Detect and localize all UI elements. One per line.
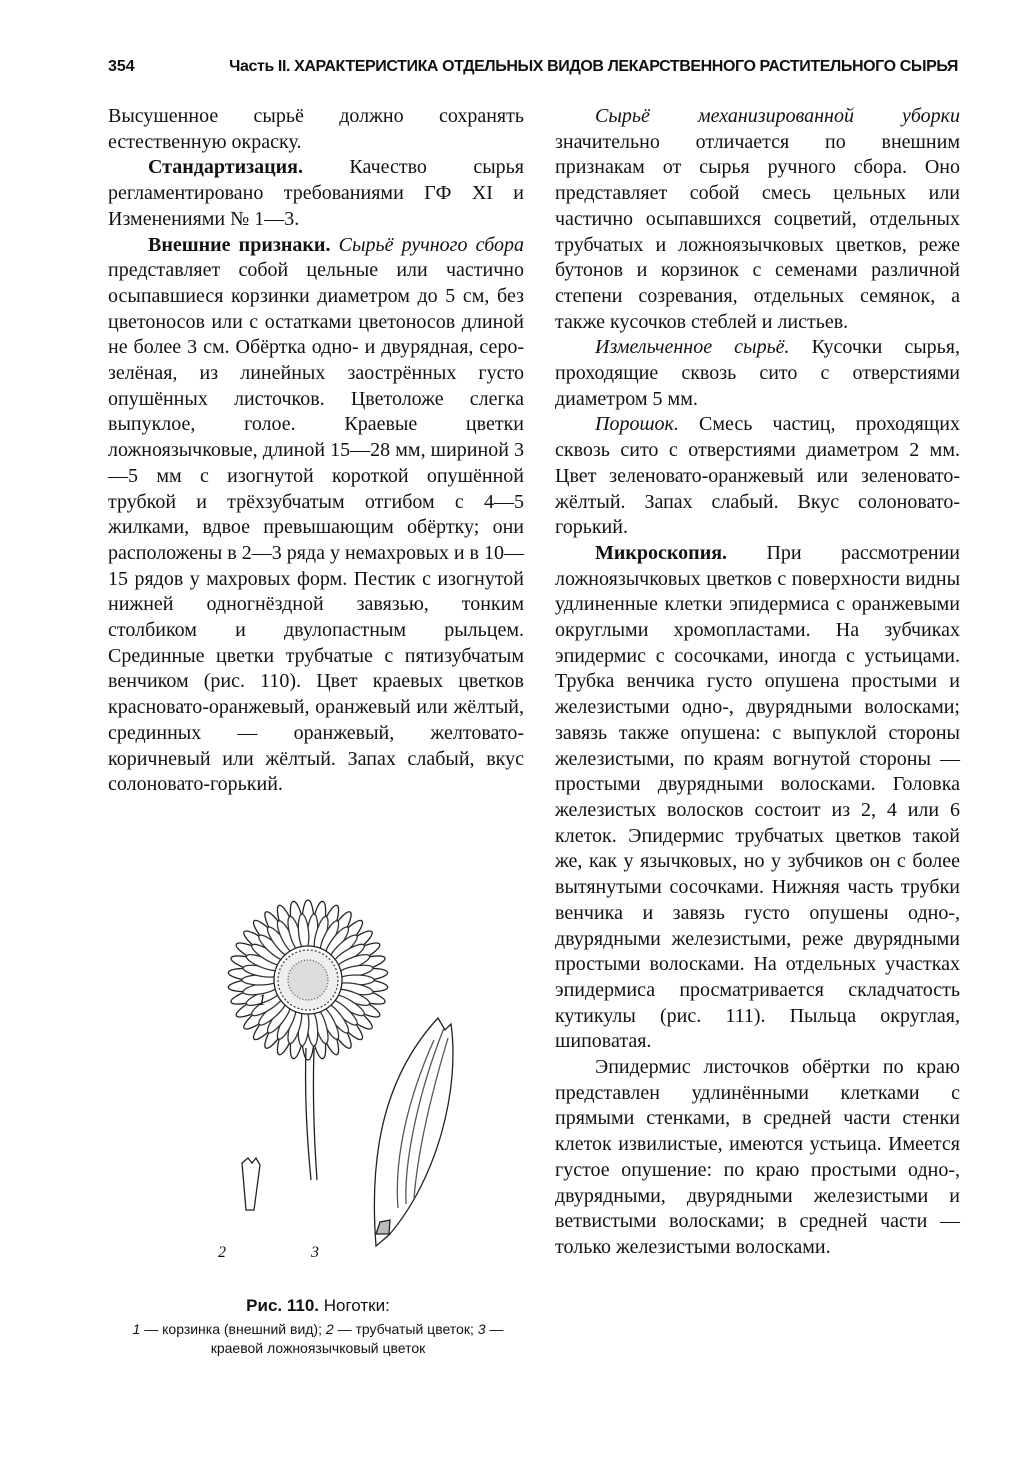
flower-head-drawing [228,900,388,1180]
caption-title: Рис. 110. Ноготки: [246,1296,390,1315]
paragraph: Высушенное сырьё должно сохранять естественную окраску. [108,105,524,153]
left-column [108,104,524,798]
paragraph-standardization: Стандартизация. Качество сырья регламентировано требованиями ГФ XI и Изменениями № 1—3. [108,156,524,230]
figure-caption [108,1296,528,1358]
paragraph-microscopy: Микроскопия. При рассмотрении ложноязычковых цветков с поверхности видны удлиненные клетки эпидермиса с оранжевыми округлыми хромопластами. На зубчиках эпидермис с сосочками, иногда с устьицами. Трубка венчика густо опушена простыми и железистыми одно-, двурядными волосками; завязь также опушена: с выпуклой стороны железистыми, по краям вогнутой стороны — простыми двурядными волосками. Головка железистых волосков состоит из 2, 4 или 6 клеток. Эпидермис трубчатых цветков такой же, как у язычковых, но у зубчиков он с более вытянутыми сосочками. Нижняя часть трубки венчика и завязь густо опушены одно-, двурядными железистыми, реже двурядными простыми волосками. На отдельных участках эпидермиса просматривается складчатость кутикулы (рис. 111). Пыльца округлая, шиповатая. [555,541,960,1053]
figure-label-1: 1 [258,992,266,1009]
calendula-illustration [108,880,528,1250]
ray-flower-drawing [374,1018,453,1246]
paragraph-crushed: Измельченное сырьё. Кусочки сырья, проходящие сквозь сито с отверстиями диаметром 5 мм. [555,336,960,410]
paragraph-epidermis: Эпидермис листочков обёртки по краю представлен удлинёнными клетками с прямыми стенками, в средней части стенки клеток извилистые, имеются устьица. Имеется густое опушение: по краю простыми одно-, двурядными, двурядными железистыми и ветвистыми волосками; в средней части — только железистыми волосками. [555,1056,960,1258]
tubular-flower-drawing [242,1158,260,1210]
figure-110 [108,880,528,1261]
paragraph-mechanized: Сырьё механизированной уборки значительно отличается по внешним признакам от сырья ручного сбора. Оно представляет собой смесь цельных или частично осыпавшихся соцветий, отдельных трубчатых и ложноязычковых цветков, реже бутонов и корзинок с семенами различной степени созревания, отдельных семянок, а также кусочков стеблей и листьев. [555,105,960,333]
right-column [555,104,960,1261]
section-heading: Стандартизация. [148,156,303,179]
page-header [108,58,958,84]
figure-label-3: 3 [311,1244,319,1261]
page-number: 354 [108,58,135,75]
figure-label-2: 2 [218,1244,226,1261]
section-heading: Внешние признаки. [148,233,331,256]
caption-text: 1 — корзинка (внешний вид); 2 — трубчатый цветок; 3 — краевой ложноязычковый цветок [132,1321,504,1356]
paragraph-external-features: Внешние признаки. Сырьё ручного сбора представляет собой цельные или частично осыпавшиеся корзинки диаметром до 5 см, без цветоносов или с остатками цветоносов длиной не более 3 см. Обёртка одно- и двурядная, серо-зелёная, из линейных заострённых густо опушённых листочков. Цветоложе слегка выпуклое, голое. Краевые цветки ложноязычковые, длиной 15—28 мм, шириной 3—5 мм с изогнутой короткой опушённой трубкой и трёхзубчатым отгибом с 4—5 жилками, вдвое превышающим обёртку; они расположены в 2—3 ряда у немахровых и в 10—15 рядов у махровых форм. Пестик с изогнутой нижней одногнёздной завязью, тонким столбиком и двулопастным рыльцем. Срединные цветки трубчатые с пятизубчатым венчиком (рис. 110). Цвет краевых цветков красновато-оранжевый, оранжевый или жёлтый, срединных — оранжевый, желтовато-коричневый или жёлтый. Запах слабый, вкус солоновато-горький. [108,233,525,796]
section-heading: Микроскопия. [595,541,728,564]
running-title: Часть II. ХАРАКТЕРИСТИКА ОТДЕЛЬНЫХ ВИДОВ ЛЕКАРСТВЕННОГО РАСТИТЕЛЬНОГО СЫРЬЯ [229,58,958,75]
paragraph-powder: Порошок. Смесь частиц, проходящих сквозь сито с отверстиями диаметром 2 мм. Цвет зеленовато-оранжевый или зеленовато-жёлтый. Запах слабый. Вкус солоновато-горький. [555,413,960,539]
